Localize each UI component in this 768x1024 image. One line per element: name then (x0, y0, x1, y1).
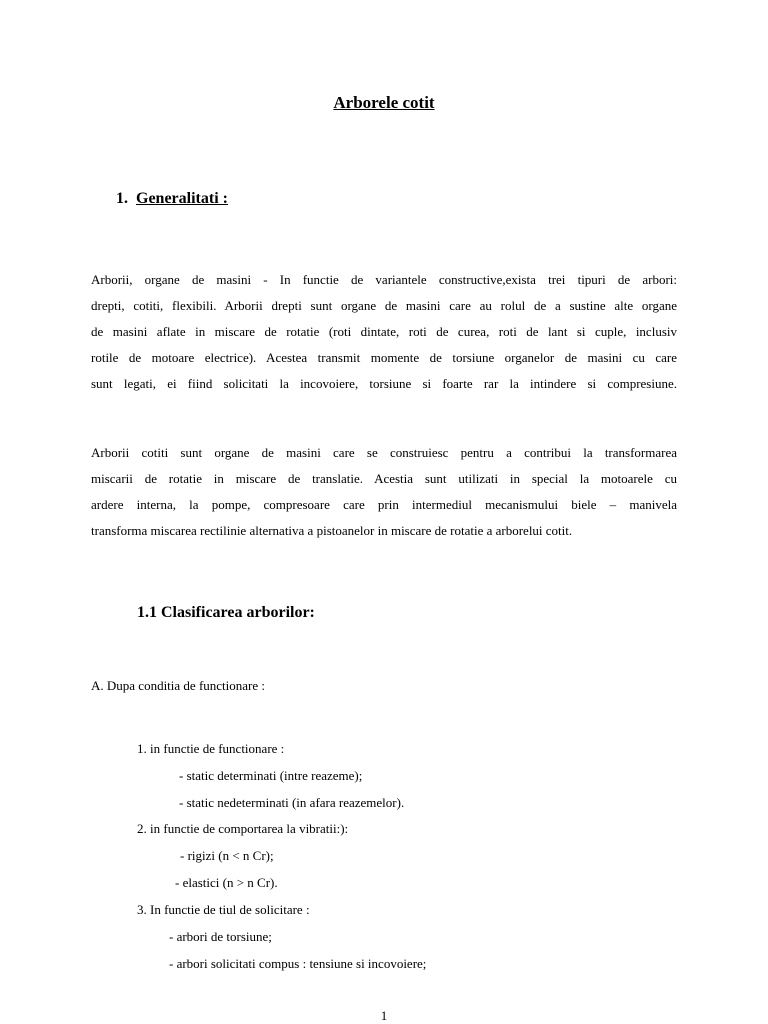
list-subitem: - rigizi (n < n Cr); (180, 848, 274, 863)
paragraph-line: miscarii de rotatie in miscare de translatie. Acestia sunt utilizati in special la motoarele cu (91, 471, 677, 486)
list-item: 2. in functie de comportarea la vibratii:): (137, 821, 349, 836)
list-item: 1. in functie de functionare : (137, 741, 285, 756)
list-subitem: - elastici (n > n Cr). (175, 875, 278, 890)
list-item: 3. In functie de tiul de solicitare : (137, 902, 310, 917)
paragraph-line: Arborii, organe de masini - In functie de variantele constructive,exista trei tipuri de arbori: (91, 272, 677, 287)
section-number: 1. (116, 190, 128, 207)
section-title: Generalitati : (136, 190, 228, 207)
paragraph-line: sunt legati, ei fiind solicitati la incovoiere, torsiune si foarte rar la intindere si compresiune. (91, 376, 677, 391)
paragraph-line: Arborii cotiti sunt organe de masini care se construiesc pentru a contribui la transformarea (91, 445, 677, 460)
list-subitem: - arbori de torsiune; (169, 929, 272, 944)
classification-a-heading: A. Dupa conditia de functionare : (91, 678, 265, 693)
paragraph-line: ardere interna, la pompe, compresoare care prin intermediul mecanismului biele – manivela (91, 497, 677, 512)
document-title: Arborele cotit (333, 93, 435, 112)
paragraph-line: rotile de motoare electrice). Acestea transmit momente de torsiune organelor de masini cu care (91, 350, 677, 365)
paragraph-line: de masini aflate in miscare de rotatie (roti dintate, roti de curea, roti de lant si cuple, inclusiv (91, 324, 677, 339)
list-subitem: - static nedeterminati (in afara reazemelor). (179, 795, 405, 810)
subsection-heading-clasificare: 1.1 Clasificarea arborilor: (137, 604, 315, 621)
page-number: 1 (380, 1008, 388, 1023)
paragraph-arbori-intro (91, 267, 677, 397)
list-subitem: - static determinati (intre reazeme); (179, 768, 363, 783)
paragraph-arbori-cotiti (91, 440, 677, 544)
list-subitem: - arbori solicitati compus : tensiune si incovoiere; (169, 956, 427, 971)
section-heading-generalitati (116, 190, 228, 208)
paragraph-line: drepti, cotiti, flexibili. Arborii drepti sunt organe de masini care au rolul de a sustine alte organe (91, 298, 677, 313)
paragraph-line: transforma miscarea rectilinie alternativa a pistoanelor in miscare de rotatie a arborelui cotit. (91, 523, 573, 538)
